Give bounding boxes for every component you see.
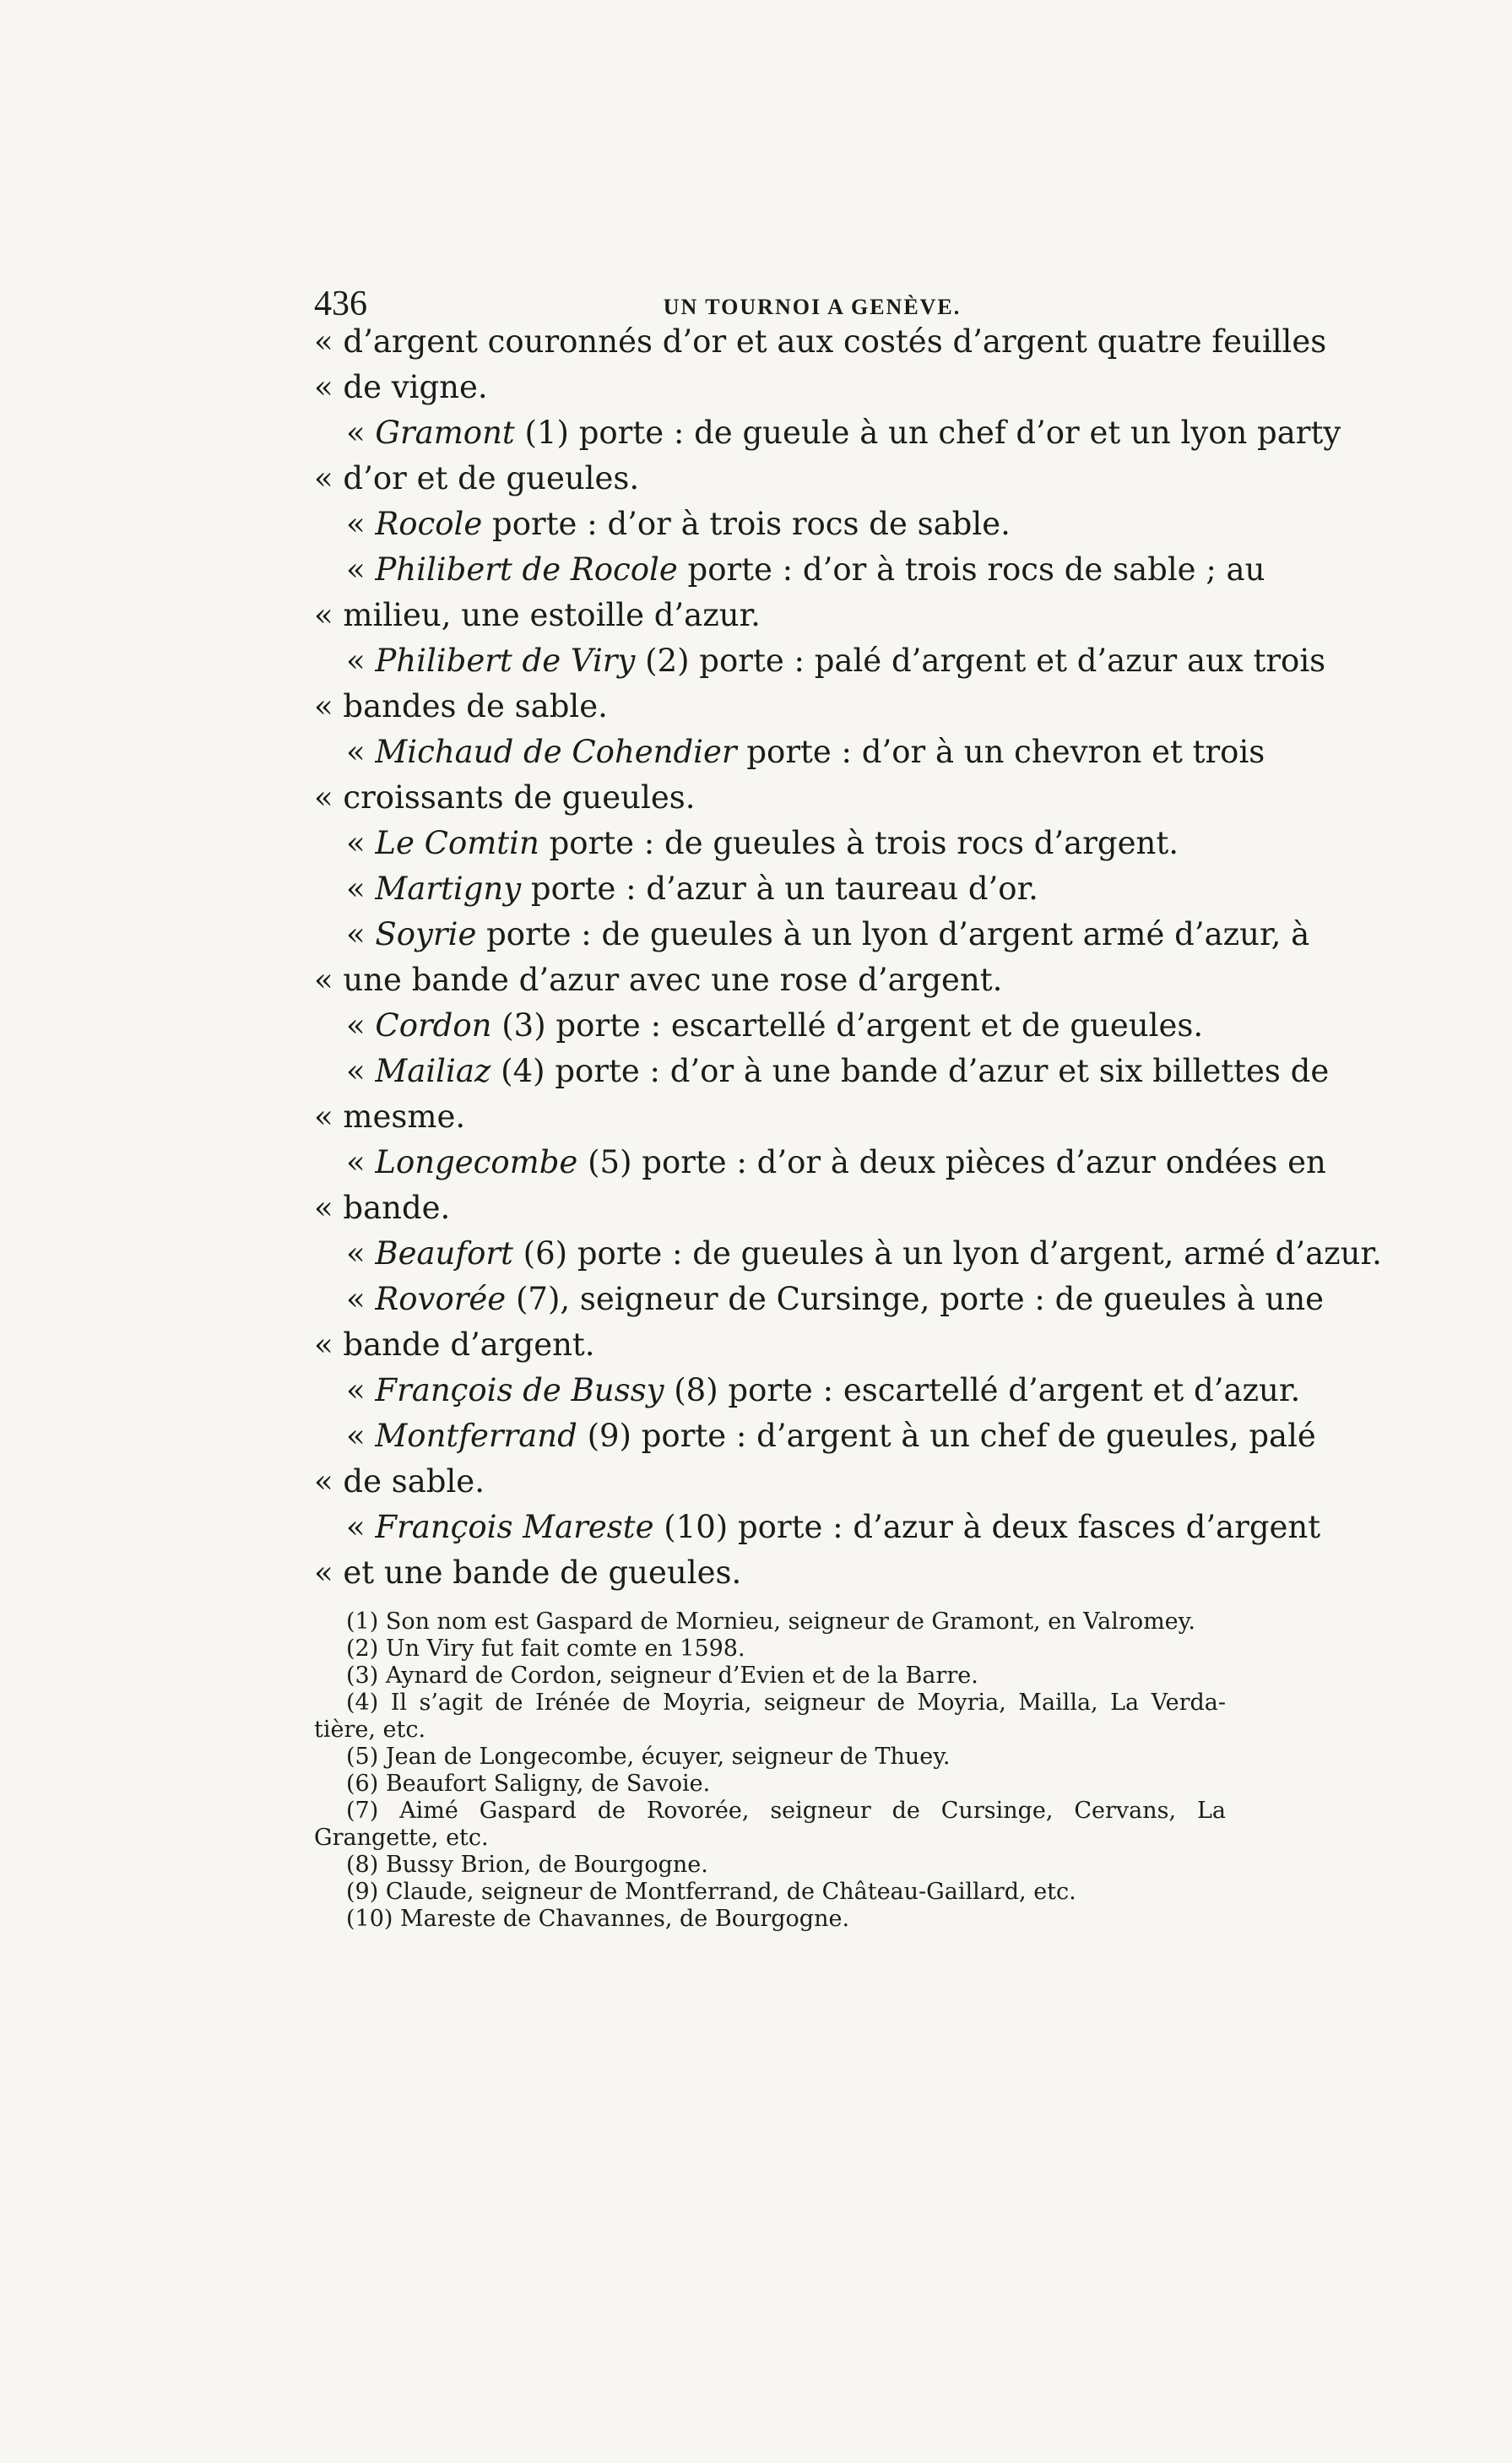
text-line: « Beaufort (6) porte : de gueules à un lyon d’argent, armé d’azur. (346, 1235, 1382, 1272)
text-line: « une bande d’azur avec une rose d’argent. (314, 962, 1003, 998)
text-line: « croissants de gueules. (314, 779, 696, 816)
text-line: « mesme. (314, 1099, 466, 1135)
heraldic-name: Rocole (375, 506, 483, 542)
text-line: « bande. (314, 1190, 451, 1226)
heraldic-name: Montferrand (375, 1418, 577, 1454)
footnote: (3) Aynard de Cordon, seigneur d’Evien et de la Barre. (346, 1663, 978, 1689)
footnote: Grangette, etc. (314, 1825, 489, 1851)
text-line: « Philibert de Rocole porte : d’or à trois rocs de sable ; au (346, 551, 1265, 588)
page-number: 436 (314, 285, 367, 323)
footnote: (7) Aimé Gaspard de Rovorée, seigneur de Cursinge, Cervans, La (346, 1798, 1226, 1824)
text-line: « Le Comtin porte : de gueules à trois rocs d’argent. (346, 825, 1179, 861)
text-line: « et une bande de gueules. (314, 1554, 742, 1591)
footnote: (9) Claude, seigneur de Montferrand, de Château-Gaillard, etc. (346, 1879, 1076, 1905)
heraldic-name: Beaufort (375, 1235, 513, 1272)
text-line: « Philibert de Viry (2) porte : palé d’argent et d’azur aux trois (346, 643, 1326, 679)
text-line: « Martigny porte : d’azur à un taureau d’or. (346, 871, 1038, 907)
text-line: « bandes de sable. (314, 688, 608, 724)
heraldic-name: Cordon (375, 1007, 492, 1044)
text-line: « Rovorée (7), seigneur de Cursinge, porte : de gueules à une (346, 1281, 1325, 1317)
footnote: (5) Jean de Longecombe, écuyer, seigneur de Thuey. (346, 1744, 951, 1770)
footnote: (2) Un Viry fut fait comte en 1598. (346, 1636, 745, 1662)
heraldic-name: Mailiaz (375, 1053, 491, 1089)
text-line: « Mailiaz (4) porte : d’or à une bande d’azur et six billettes de (346, 1053, 1330, 1089)
footnote: tière, etc. (314, 1717, 426, 1743)
text-line: « Rocole porte : d’or à trois rocs de sable. (346, 506, 1011, 542)
footnote: (8) Bussy Brion, de Bourgogne. (346, 1852, 708, 1878)
heraldic-name: Martigny (375, 871, 522, 907)
text-line: « milieu, une estoille d’azur. (314, 597, 761, 633)
text-line: « Montferrand (9) porte : d’argent à un chef de gueules, palé (346, 1418, 1316, 1454)
heraldic-name: Gramont (375, 415, 515, 451)
heraldic-name: Longecombe (375, 1144, 578, 1180)
heraldic-name: Le Comtin (375, 825, 539, 861)
text-line: « bande d’argent. (314, 1326, 595, 1363)
footnote: (1) Son nom est Gaspard de Mornieu, seigneur de Gramont, en Valromey. (346, 1609, 1195, 1635)
running-head: UN TOURNOI A GENÈVE. (663, 295, 962, 319)
heraldic-name: François de Bussy (375, 1372, 664, 1408)
heraldic-name: Philibert de Rocole (375, 551, 678, 588)
text-line: « d’or et de gueules. (314, 460, 640, 496)
text-line: « François Mareste (10) porte : d’azur à deux fasces d’argent (346, 1509, 1321, 1545)
text-line: « de vigne. (314, 369, 488, 405)
text-line: « d’argent couronnés d’or et aux costés d’argent quatre feuilles (314, 323, 1327, 360)
text-line: « Longecombe (5) porte : d’or à deux pièces d’azur ondées en (346, 1144, 1326, 1180)
footnote: (6) Beaufort Saligny, de Savoie. (346, 1771, 711, 1797)
text-line: « Michaud de Cohendier porte : d’or à un chevron et trois (346, 734, 1265, 770)
heraldic-name: Soyrie (375, 916, 477, 952)
text-line: « de sable. (314, 1463, 485, 1500)
heraldic-name: Philibert de Viry (375, 643, 636, 679)
heraldic-name: Michaud de Cohendier (375, 734, 737, 770)
heraldic-name: François Mareste (375, 1509, 654, 1545)
text-line: « Gramont (1) porte : de gueule à un chef d’or et un lyon party (346, 415, 1341, 451)
footnote: (10) Mareste de Chavannes, de Bourgogne. (346, 1906, 850, 1932)
text-line: « Soyrie porte : de gueules à un lyon d’argent armé d’azur, à (346, 916, 1310, 952)
footnote: (4) Il s’agit de Irénée de Moyria, seigneur de Moyria, Mailla, La Verda- (346, 1690, 1226, 1716)
text-line: « François de Bussy (8) porte : escartellé d’argent et d’azur. (346, 1372, 1301, 1408)
heraldic-name: Rovorée (375, 1281, 507, 1317)
text-line: « Cordon (3) porte : escartellé d’argent et de gueules. (346, 1007, 1204, 1044)
